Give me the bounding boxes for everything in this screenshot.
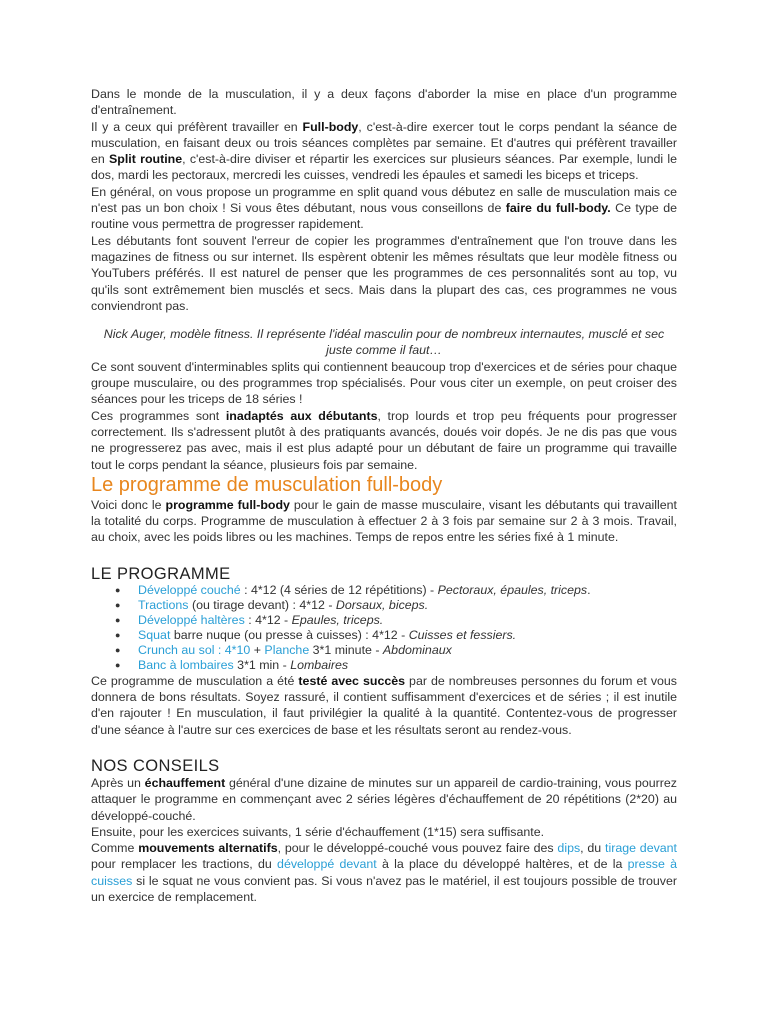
text: Les débutants font souvent l'erreur de copier les programmes d'entraînement que l'on trouve dans les magazines de fitness ou sur internet. Ils espèrent obtenir les mêmes résultats que leur modèle fitness ou YouTubers préférés. Il est naturel de penser que les programmes de ces personnalités sont au top, vu qu'ils sont extrêmement bien musclés et secs. Mais dans la plupart des cas, ces programmes ne vous conviendront pas. (91, 233, 677, 313)
intro-paragraph-1 (91, 86, 677, 119)
after-programme-paragraph (91, 673, 677, 738)
link-developpe-couche[interactable]: Développé couché (138, 582, 241, 597)
emphasis-mouvements-alternatifs: mouvements alternatifs (138, 841, 278, 856)
link-tractions[interactable]: Tractions (138, 597, 189, 612)
text: si le squat ne vous convient pas. Si vous n'avez pas le matériel, il est toujours possible de trouver un exercice de remplacement. (91, 873, 677, 904)
text: pour le gain de masse musculaire, visant les débutants qui travaillent la totalité du corps. Programme de musculation à effectuer 2 à 3 fois par semaine sur 2 à 3 mois. Travail, au choix, avec les poids libres ou les machines. Temps de repos entre les séries fixé à 1 minute. (91, 497, 677, 545)
link-dips[interactable]: dips (557, 841, 581, 856)
text: Il y a ceux qui préfèrent travailler en (91, 119, 303, 134)
emphasis-inadaptes: inadaptés aux débutants (225, 408, 378, 423)
text: , c'est-à-dire exercer tout le corps pendant la séance de musculation, en faisant deux ou trois séances complètes par semaine. Et d'autres qui préfèrent travailler en (91, 119, 677, 167)
conseils-paragraph-3 (91, 840, 677, 905)
text: Ce type de routine vous permettra de progresser rapidement. (91, 201, 677, 232)
text: à la place du développé haltères, et de la (376, 857, 628, 872)
link-developpe-devant[interactable]: développé devant (277, 857, 377, 872)
text: . (587, 582, 591, 597)
text: En général, on vous propose un programme en split quand vous débutez en salle de musculation mais ce n'est pas un bon choix ! Si vous êtes débutant, nous vous conseillons de (91, 184, 677, 216)
text: Après un (91, 775, 145, 790)
text: : 4*12 - (244, 612, 292, 627)
link-planche[interactable]: Planche (260, 642, 310, 657)
muscles: Dorsaux, biceps. (335, 597, 429, 612)
text: Ce programme de musculation a été (91, 673, 299, 688)
list-item (115, 597, 677, 613)
bullet-icon: ● (115, 584, 121, 595)
programme-heading: LE PROGRAMME (91, 564, 231, 583)
text: , pour le développé-couché vous pouvez faire des (277, 841, 558, 856)
intro-paragraph-4 (91, 233, 677, 314)
intro-paragraph-3 (91, 184, 677, 233)
bullet-icon: ● (115, 614, 121, 625)
muscles: Abdominaux (382, 642, 452, 657)
list-item (115, 582, 677, 598)
text: , du (580, 841, 605, 856)
text: (ou tirage devant) : 4*12 - (188, 597, 336, 612)
text: barre nuque (ou presse à cuisses) : 4*12 - (170, 627, 409, 642)
plus-sign: + (253, 642, 261, 657)
bullet-icon: ● (115, 599, 121, 610)
text: Ce sont souvent d'interminables splits qui contiennent beaucoup trop d'exercices et de séries pour chaque groupe musculaire, ou des programmes trop spécialisés. Pour vous citer un exemple, on peut croiser des séances pour les triceps de 18 séries ! (91, 359, 677, 407)
text: pour remplacer les tractions, du (91, 857, 278, 872)
conseils-heading: NOS CONSEILS (91, 756, 220, 775)
emphasis-echauffement: échauffement (144, 775, 226, 790)
programme-list (91, 583, 677, 673)
text: Ensuite, pour les exercices suivants, 1 série d'échauffement (1*15) sera suffisante. (91, 824, 545, 839)
bullet-icon: ● (115, 629, 121, 640)
text: Comme (91, 841, 139, 856)
muscles: Epaules, triceps. (291, 612, 384, 627)
list-item (115, 642, 677, 658)
link-developpe-halteres[interactable]: Développé haltères (138, 612, 245, 627)
conseils-paragraph-2 (91, 824, 677, 840)
emphasis-split-routine: Split routine (109, 152, 183, 167)
text: général d'une dizaine de minutes sur un appareil de cardio-training, vous pourrez attaquer le programme en commençant avec 2 séries légères d'échauffement de 20 répétitions (2*20) au développé-couché. (91, 775, 677, 823)
text: par de nombreuses personnes du forum et vous donnera de bons résultats. Soyez rassuré, il contient suffisamment d'exercices et de séries ; il est inutile d'en rajouter ! En musculation, il faut privilégier la qualité à la quantité. Contentez-vous de progresser d'une séance à l'autre sur ces exercices de base et les résultats seront au rendez-vous. (91, 673, 677, 737)
link-crunch[interactable]: Crunch (138, 642, 178, 657)
text: 3*1 min - (233, 657, 291, 672)
link-squat[interactable]: Squat (138, 627, 171, 642)
text: : 4*12 (4 séries de 12 répétitions) - (240, 582, 438, 597)
spacer (91, 314, 677, 326)
intro-text: Dans le monde de la musculation, il y a deux façons d'aborder la mise en place d'un programme d'entraînement. (91, 87, 677, 118)
text: Voici donc le (91, 497, 166, 512)
link-tirage-devant[interactable]: tirage devant (605, 841, 677, 856)
conseils-paragraph-1 (91, 775, 677, 824)
intro-paragraph-2 (91, 119, 677, 184)
text: 3*1 minute - (309, 642, 383, 657)
emphasis-programme-full-body: programme full-body (165, 497, 290, 512)
link-presse-a-cuisses[interactable]: presse à cuisses (91, 857, 677, 888)
muscles: Pectoraux, épaules, triceps (437, 582, 588, 597)
emphasis-full-body: Full-body (302, 119, 359, 134)
list-item (115, 657, 677, 673)
intro-paragraph-5 (91, 359, 677, 408)
main-paragraph (91, 497, 677, 546)
list-item (115, 612, 677, 628)
muscles: Lombaires (290, 657, 349, 672)
bullet-icon: ● (115, 644, 121, 655)
list-item (115, 627, 677, 643)
text: , c'est-à-dire diviser et répartir les exercices sur plusieurs séances. Par exemple, lundi le dos, mardi les pectoraux, mercredi les cuisses, vendredi les épaules et samedi les biceps et triceps. (91, 152, 677, 183)
bullet-icon: ● (115, 659, 121, 670)
text: Ces programmes sont (91, 408, 226, 423)
emphasis-faire-full-body: faire du full-body. (505, 201, 611, 216)
muscles: Cuisses et fessiers. (408, 627, 517, 642)
image-caption: Nick Auger, modèle fitness. Il représente l'idéal masculin pour de nombreux internautes, musclé et sec juste comme il faut… (103, 327, 665, 358)
intro-paragraph-6 (91, 408, 677, 473)
main-heading: Le programme de musculation full-body (91, 473, 443, 496)
link-crunch-text[interactable]: au sol : 4*10 (177, 642, 254, 657)
emphasis-teste-avec-succes: testé avec succès (298, 673, 406, 688)
link-banc-lombaires[interactable]: Banc à lombaires (138, 657, 234, 672)
text: , trop lourds et trop peu fréquents pour progresser correctement. Ils s'adressent plutôt à des pratiquants avancés, doués voir dopés. Je ne dis pas que vous ne progresserez pas avec, mais il est plus adapté pour un débutant de faire un programme qui travaille tout le corps pendant la séance, plusieurs fois par semaine. (91, 408, 678, 472)
